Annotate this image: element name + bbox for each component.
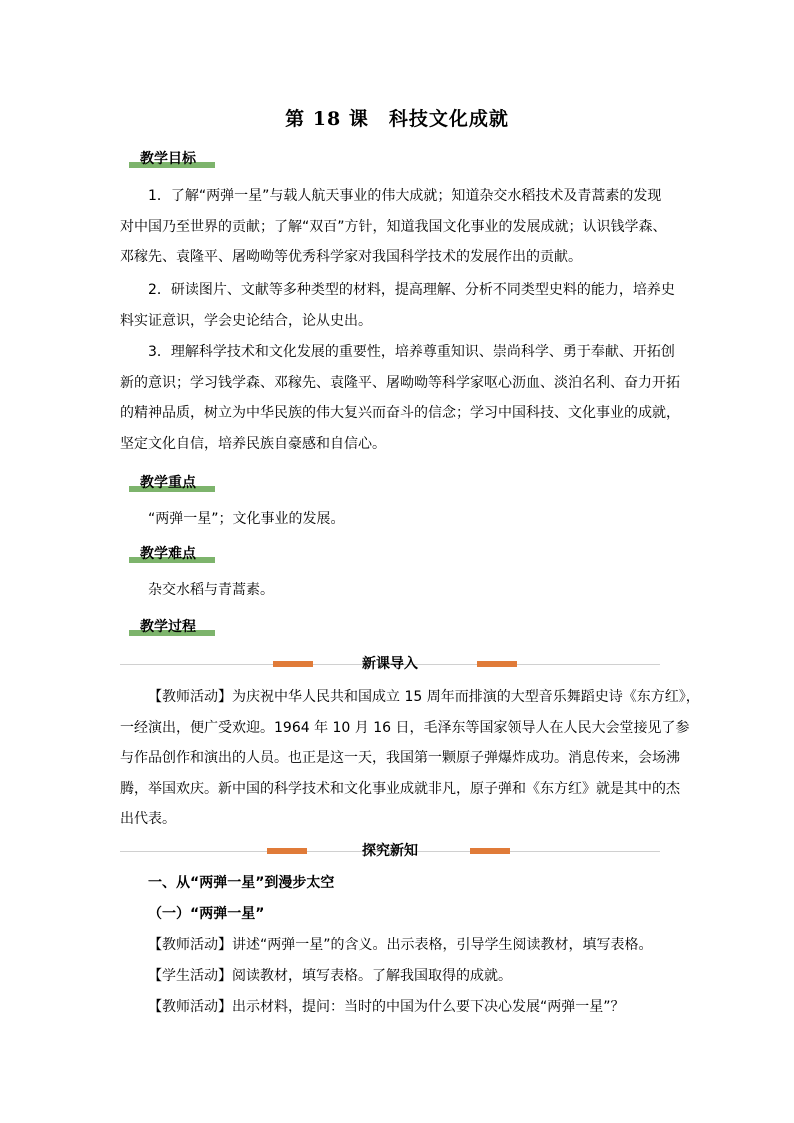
- explore-paragraph-1: 【教师活动】讲述“两弹一星”的含义。出示表格，引导学生阅读教材，填写表格。: [148, 937, 653, 953]
- section-tag-difficulties: [129, 545, 215, 567]
- text-line: 对中国乃至世界的贡献；了解“双百”方针，知道我国文化事业的发展成就；认识钱学森、: [120, 218, 667, 235]
- text-line: 与作品创作和演出的人员。也正是这一天，我国第一颗原子弹爆炸成功。消息传来，会场沸: [120, 750, 680, 766]
- lesson-title: 第 18 课 科技文化成就: [285, 108, 509, 130]
- text-line: 2．研读图片、文献等多种类型的材料，提高理解、分析不同类型史料的能力，培养史: [148, 282, 675, 298]
- text-line: 的精神品质，树立为中华民族的伟大复兴而奋斗的信念；学习中国科技、文化事业的成就，: [120, 405, 680, 421]
- section-heading-key-points: 教学重点: [140, 475, 196, 491]
- section-tag-process: [129, 618, 215, 640]
- explore-heading-1: 一、从“两弹一星”到漫步太空: [148, 875, 335, 891]
- text-line: 邓稼先、袁隆平、屠呦呦等优秀科学家对我国科学技术的发展作出的贡献。: [120, 249, 582, 265]
- section-tag-goals: [129, 150, 215, 172]
- text-line: 坚定文化自信，培养民族自豪感和自信心。: [120, 435, 386, 452]
- goals-paragraph-3: [120, 337, 680, 459]
- divider-label-explore: 探究新知: [362, 843, 418, 859]
- goals-paragraph-2: [120, 275, 680, 336]
- text-line: 【教师活动】为庆祝中华人民共和国成立 15 周年而排演的大型音乐舞蹈史诗《东方红》，: [148, 689, 700, 705]
- text-line: 腾，举国欢庆。新中国的科学技术和文化事业成就非凡，原子弹和《东方红》就是其中的杰: [120, 780, 680, 797]
- section-tag-key-points: [129, 474, 215, 496]
- divider-intro: [120, 654, 660, 674]
- key-points-text: “两弹一星”；文化事业的发展。: [148, 511, 345, 527]
- section-heading-process: 教学过程: [140, 619, 196, 635]
- divider-explore: [120, 841, 660, 861]
- text-line: 3．理解科学技术和文化发展的重要性，培养尊重知识、崇尚科学、勇于奉献、开拓创: [148, 344, 675, 360]
- explore-heading-2: （一）“两弹一星”: [148, 906, 265, 922]
- text-line: 新的意识；学习钱学森、邓稼先、袁隆平、屠呦呦等科学家呕心沥血、淡泊名利、奋力开拓: [120, 374, 680, 391]
- section-heading-goals: 教学目标: [140, 151, 196, 167]
- explore-paragraph-3: 【教师活动】出示材料，提问：当时的中国为什么要下决心发展“两弹一星”？: [148, 999, 625, 1015]
- text-line: 一经演出，便广受欢迎。1964 年 10 月 16 日，毛泽东等国家领导人在人民大会堂接见了参: [120, 719, 690, 736]
- section-heading-difficulties: 教学难点: [140, 546, 196, 562]
- goals-paragraph-1: [120, 181, 680, 273]
- divider-label-intro: 新课导入: [362, 656, 418, 672]
- explore-paragraph-2: 【学生活动】阅读教材，填写表格。了解我国取得的成就。: [148, 968, 512, 984]
- text-line: 料实证意识，学会史论结合，论从史出。: [120, 312, 372, 329]
- text-line: 1．了解“两弹一星”与载人航天事业的伟大成就；知道杂交水稻技术及青蒿素的发现: [148, 188, 662, 204]
- intro-paragraph: [120, 682, 700, 835]
- difficulties-text: 杂交水稻与青蒿素。: [148, 582, 274, 598]
- text-line: 出代表。: [120, 811, 176, 827]
